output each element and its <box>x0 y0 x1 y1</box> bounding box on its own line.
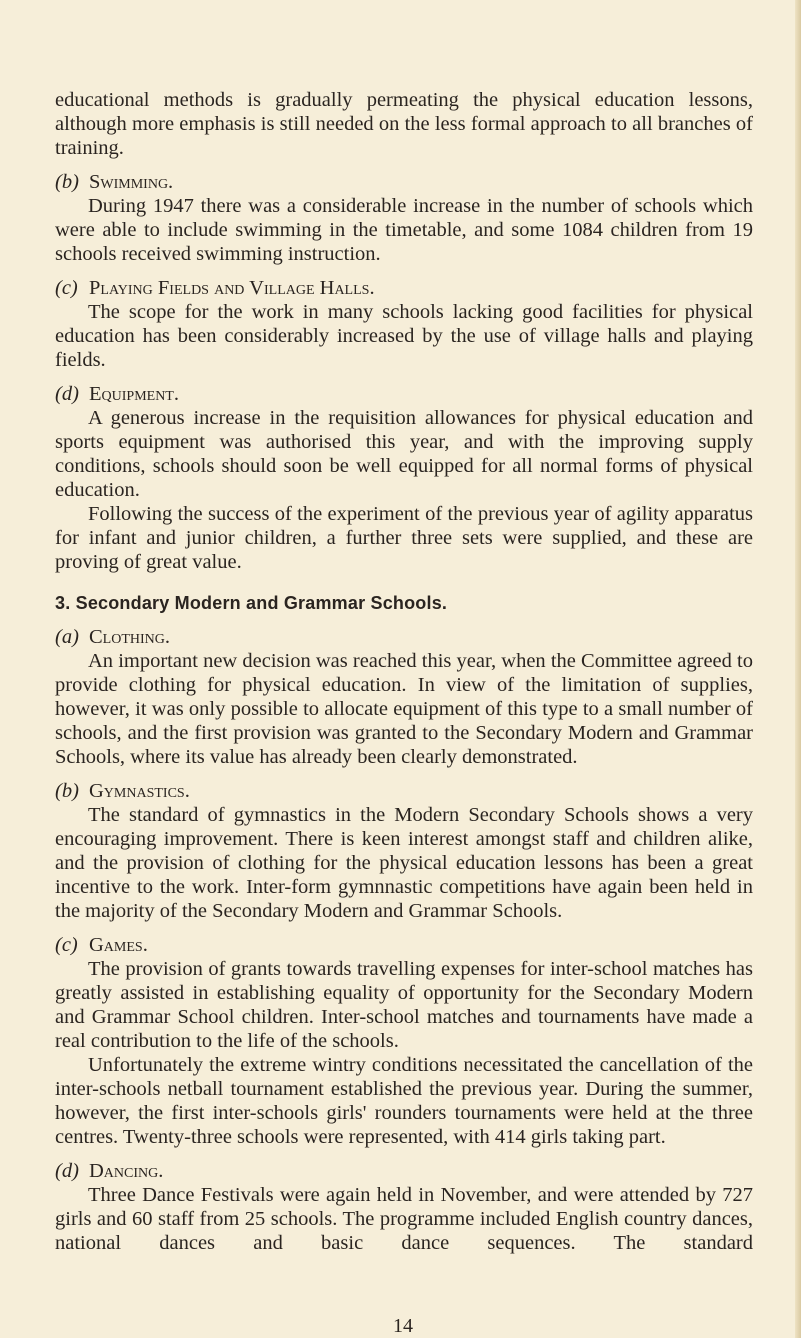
paragraph: A generous increase in the requisition allowances for physical education and sports equipment was authorised this year, and with the improving supply conditions, schools should soon be well equipped for all normal forms of physical education. <box>55 407 753 501</box>
document-page <box>55 88 753 1255</box>
section-heading-clothing: (a) Clothing. <box>55 626 171 648</box>
paragraph: The standard of gymnastics in the Modern Secondary Schools shows a very encouraging improvement. There is keen interest amongst staff and children alike, and the provision of clothing for the physical education lessons has been a great incentive to the work. Inter-form gymnnastic competitions have again been held in the majority of the Secondary Modern and Grammar Schools. <box>55 804 753 922</box>
paragraph: The provision of grants towards travelling expenses for inter-school matches has greatly assisted in establishing equality of opportunity for the Secondary Modern and Grammar School children. Inter-school matches and tournaments have made a real contribution to the life of the schools. <box>55 958 753 1052</box>
paragraph: An important new decision was reached this year, when the Committee agreed to provide clothing for physical education. In view of the limitation of supplies, however, it was only possible to allocate equipment of this type to a small number of schools, and the first provision was granted to the Secondary Modern and Grammar Schools, where its value has already been clearly demonstrated. <box>55 650 753 768</box>
paragraph: The scope for the work in many schools lacking good facilities for physical education has been considerably increased by the use of village halls and playing fields. <box>55 301 753 371</box>
paragraph: Unfortunately the extreme wintry conditions necessitated the cancellation of the inter-schools netball tournament established the previous year. During the summer, however, the first inter-schools girls' rounders tournaments were held at the three centres. Twenty-three schools were represented, with 414 girls taking part. <box>55 1054 753 1148</box>
intro-paragraph: educational methods is gradually permeating the physical education lessons, although more emphasis is still needed on the less formal approach to all branches of training. <box>55 89 753 159</box>
paragraph: Three Dance Festivals were again held in November, and were attended by 727 girls and 60 staff from 25 schools. The programme included English country dances, national dances and basic dance sequences. The standard <box>55 1184 753 1254</box>
page-edge-shadow <box>795 0 801 1338</box>
section-heading-dancing: (d) Dancing. <box>55 1160 164 1182</box>
section-3-heading: 3. Secondary Modern and Grammar Schools. <box>55 593 448 613</box>
section-heading-gymnastics: (b) Gymnastics. <box>55 780 190 802</box>
section-heading-swimming: (b) Swimming. <box>55 171 174 193</box>
section-heading-equipment: (d) Equipment. <box>55 383 179 405</box>
page-number: 14 <box>393 1315 413 1337</box>
section-heading-games: (c) Games. <box>55 934 148 956</box>
section-heading-playing-fields: (c) Playing Fields and Village Halls. <box>55 277 375 299</box>
paragraph: During 1947 there was a considerable increase in the number of schools which were able to include swimming in the timetable, and some 1084 children from 19 schools received swimming instruction. <box>55 195 753 265</box>
paragraph: Following the success of the experiment of the previous year of agility apparatus for infant and junior children, a further three sets were supplied, and these are proving of great value. <box>55 503 753 573</box>
